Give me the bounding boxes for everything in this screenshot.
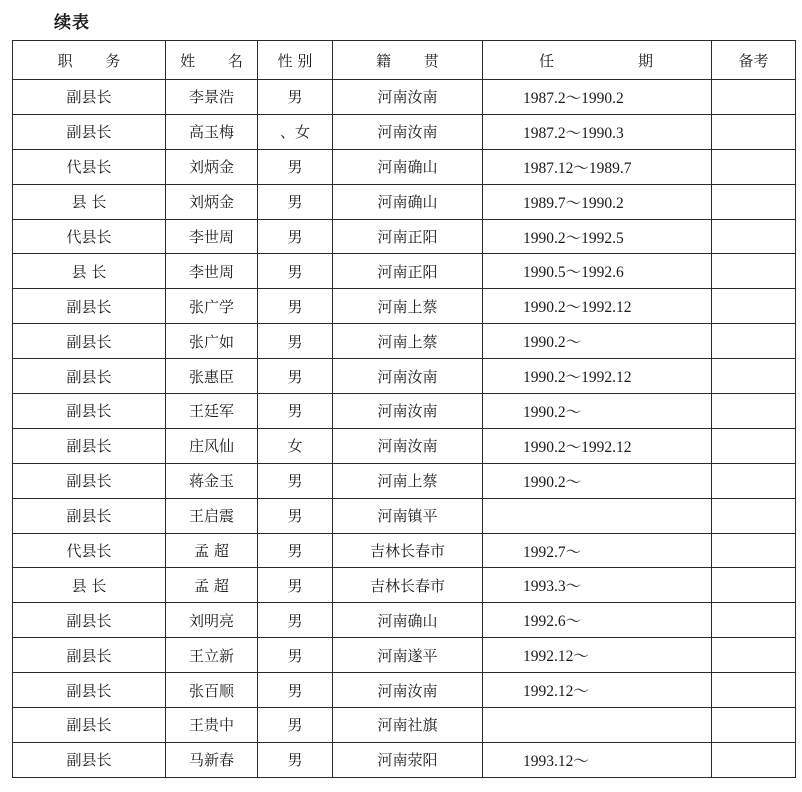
cell-gender: 男 [258, 80, 333, 115]
cell-gender: 男 [258, 708, 333, 743]
cell-name: 张广学 [166, 289, 258, 324]
table-body [13, 80, 796, 778]
table-row [13, 289, 796, 324]
cell-native-place: 河南正阳 [333, 219, 483, 254]
cell-position: 县 长 [13, 184, 166, 219]
cell-remarks [712, 324, 796, 359]
cell-native-place: 吉林长春市 [333, 568, 483, 603]
cell-position: 代县长 [13, 533, 166, 568]
cell-position: 副县长 [13, 428, 166, 463]
page-heading: 续表 [54, 13, 90, 33]
table-row [13, 673, 796, 708]
cell-native-place: 河南确山 [333, 149, 483, 184]
cell-name: 孟 超 [166, 533, 258, 568]
cell-gender: 女 [258, 428, 333, 463]
cell-native-place: 河南上蔡 [333, 289, 483, 324]
table-row [13, 254, 796, 289]
cell-position: 副县长 [13, 603, 166, 638]
table-row [13, 742, 796, 777]
cell-name: 张惠臣 [166, 359, 258, 394]
cell-position: 副县长 [13, 742, 166, 777]
cell-position: 县 长 [13, 568, 166, 603]
cell-native-place: 河南确山 [333, 184, 483, 219]
cell-native-place: 河南上蔡 [333, 463, 483, 498]
cell-gender: 男 [258, 463, 333, 498]
cell-native-place: 河南汝南 [333, 673, 483, 708]
table-row [13, 149, 796, 184]
cell-native-place: 河南汝南 [333, 394, 483, 429]
cell-name: 蒋金玉 [166, 463, 258, 498]
cell-remarks [712, 219, 796, 254]
cell-position: 副县长 [13, 114, 166, 149]
cell-native-place: 河南社旗 [333, 708, 483, 743]
cell-remarks [712, 638, 796, 673]
cell-position: 副县长 [13, 359, 166, 394]
cell-term: 1992.12～ [483, 673, 712, 708]
cell-native-place: 河南确山 [333, 603, 483, 638]
cell-gender: 、女 [258, 114, 333, 149]
table-row [13, 394, 796, 429]
table-row [13, 533, 796, 568]
cell-remarks [712, 498, 796, 533]
column-header-name: 姓 名 [166, 41, 258, 80]
cell-position: 副县长 [13, 289, 166, 324]
table-header-row [13, 41, 796, 80]
table-row [13, 638, 796, 673]
cell-name: 庄风仙 [166, 428, 258, 463]
cell-name: 刘炳金 [166, 149, 258, 184]
cell-gender: 男 [258, 184, 333, 219]
table-row [13, 359, 796, 394]
column-header-gender: 性 别 [258, 41, 333, 80]
cell-term [483, 708, 712, 743]
cell-position: 县 长 [13, 254, 166, 289]
cell-term: 1990.2～1992.12 [483, 428, 712, 463]
table-row [13, 428, 796, 463]
cell-term: 1989.7～1990.2 [483, 184, 712, 219]
cell-gender: 男 [258, 324, 333, 359]
cell-name: 李世周 [166, 219, 258, 254]
cell-native-place: 河南正阳 [333, 254, 483, 289]
cell-position: 代县长 [13, 149, 166, 184]
term-header-left: 任 [539, 51, 555, 70]
cell-gender: 男 [258, 219, 333, 254]
cell-gender: 男 [258, 673, 333, 708]
table-row [13, 708, 796, 743]
cell-term: 1990.2～ [483, 324, 712, 359]
cell-gender: 男 [258, 289, 333, 324]
cell-gender: 男 [258, 568, 333, 603]
cell-name: 王贵中 [166, 708, 258, 743]
cell-term: 1987.2～1990.2 [483, 80, 712, 115]
cell-remarks [712, 603, 796, 638]
column-header-native-place: 籍 贯 [333, 41, 483, 80]
cell-remarks [712, 80, 796, 115]
cell-term: 1990.2～1992.12 [483, 359, 712, 394]
cell-term: 1992.7～ [483, 533, 712, 568]
cell-name: 张百顺 [166, 673, 258, 708]
cell-remarks [712, 428, 796, 463]
cell-name: 高玉梅 [166, 114, 258, 149]
cell-remarks [712, 533, 796, 568]
table-row [13, 114, 796, 149]
cell-native-place: 河南汝南 [333, 114, 483, 149]
cell-gender: 男 [258, 254, 333, 289]
cell-gender: 男 [258, 533, 333, 568]
cell-name: 孟 超 [166, 568, 258, 603]
table-row [13, 463, 796, 498]
cell-gender: 男 [258, 359, 333, 394]
cell-gender: 男 [258, 638, 333, 673]
cell-remarks [712, 394, 796, 429]
cell-name: 张广如 [166, 324, 258, 359]
cell-remarks [712, 708, 796, 743]
cell-position: 副县长 [13, 638, 166, 673]
table-row [13, 568, 796, 603]
cell-remarks [712, 673, 796, 708]
cell-term: 1993.12～ [483, 742, 712, 777]
cell-name: 刘炳金 [166, 184, 258, 219]
cell-position: 副县长 [13, 80, 166, 115]
cell-term: 1992.12～ [483, 638, 712, 673]
cell-term: 1990.2～1992.12 [483, 289, 712, 324]
cell-name: 王立新 [166, 638, 258, 673]
cell-native-place: 吉林长春市 [333, 533, 483, 568]
cell-remarks [712, 114, 796, 149]
cell-position: 副县长 [13, 324, 166, 359]
cell-gender: 男 [258, 394, 333, 429]
table-row [13, 219, 796, 254]
cell-term: 1987.2～1990.3 [483, 114, 712, 149]
table-row [13, 324, 796, 359]
cell-name: 刘明亮 [166, 603, 258, 638]
cell-remarks [712, 149, 796, 184]
cell-remarks [712, 359, 796, 394]
cell-gender: 男 [258, 603, 333, 638]
cell-name: 王启震 [166, 498, 258, 533]
cell-term [483, 498, 712, 533]
officials-table [12, 40, 796, 778]
cell-native-place: 河南镇平 [333, 498, 483, 533]
table-row [13, 498, 796, 533]
cell-remarks [712, 463, 796, 498]
column-header-remarks: 备考 [712, 41, 796, 80]
cell-term: 1992.6～ [483, 603, 712, 638]
cell-name: 王廷军 [166, 394, 258, 429]
cell-position: 代县长 [13, 219, 166, 254]
cell-native-place: 河南汝南 [333, 80, 483, 115]
cell-position: 副县长 [13, 498, 166, 533]
cell-position: 副县长 [13, 673, 166, 708]
cell-gender: 男 [258, 742, 333, 777]
cell-name: 李景浩 [166, 80, 258, 115]
cell-remarks [712, 568, 796, 603]
cell-term: 1993.3～ [483, 568, 712, 603]
cell-position: 副县长 [13, 394, 166, 429]
column-header-term [483, 41, 712, 80]
term-header-right: 期 [637, 51, 653, 70]
cell-native-place: 河南荥阳 [333, 742, 483, 777]
table-row [13, 80, 796, 115]
cell-position: 副县长 [13, 463, 166, 498]
cell-native-place: 河南遂平 [333, 638, 483, 673]
column-header-position: 职 务 [13, 41, 166, 80]
cell-name: 马新春 [166, 742, 258, 777]
cell-remarks [712, 254, 796, 289]
cell-native-place: 河南汝南 [333, 428, 483, 463]
cell-term: 1990.2～1992.5 [483, 219, 712, 254]
cell-remarks [712, 289, 796, 324]
cell-gender: 男 [258, 498, 333, 533]
cell-term: 1990.2～ [483, 463, 712, 498]
table-row [13, 184, 796, 219]
cell-remarks [712, 742, 796, 777]
cell-remarks [712, 184, 796, 219]
cell-gender: 男 [258, 149, 333, 184]
cell-native-place: 河南汝南 [333, 359, 483, 394]
cell-term: 1987.12～1989.7 [483, 149, 712, 184]
cell-term: 1990.2～ [483, 394, 712, 429]
table-row [13, 603, 796, 638]
cell-name: 李世周 [166, 254, 258, 289]
cell-native-place: 河南上蔡 [333, 324, 483, 359]
cell-term: 1990.5～1992.6 [483, 254, 712, 289]
cell-position: 副县长 [13, 708, 166, 743]
